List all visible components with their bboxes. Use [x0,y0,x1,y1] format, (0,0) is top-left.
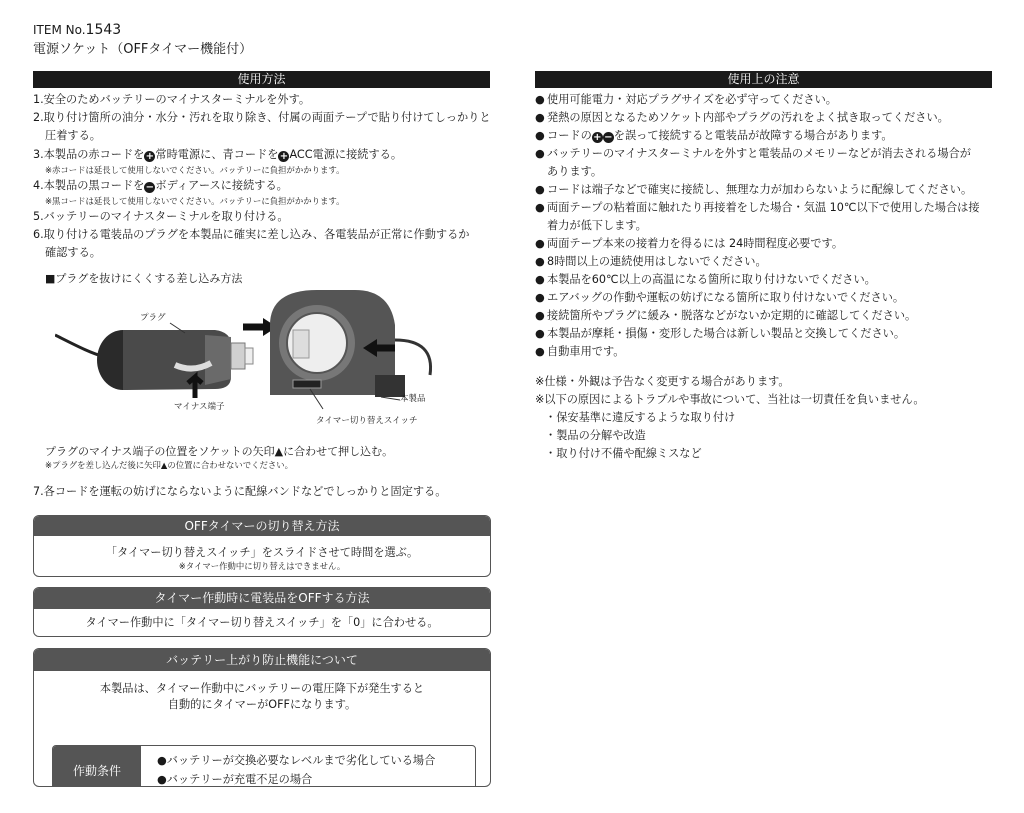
battery-text-line1: 本製品は、タイマー作動中にバッテリーの電圧降下が発生すると [99,682,425,695]
caution-item: ● 発熱の原因となるためソケット内部やプラグの汚れをよく拭き取ってください。 [535,109,1000,127]
battery-protection-box [33,648,491,787]
timer-switch-note: ※タイマー作動中に切り替えはできません。 [178,561,346,571]
condition-item: ●バッテリーが充電不足の場合 [157,773,313,786]
step-4: 4.本製品の黒コードを−ボディアースに接続する。 ※黒コードは延長して使用しないでください。バッテリーに負担がかかります。 [33,177,493,208]
usage-steps [33,91,493,262]
step-2: 2.取り付け箇所の油分・水分・汚れを取り除き、付属の両面テープで貼り付けてしっかりと 圧着する。 [33,111,491,142]
usage-heading: 使用方法 [33,71,490,88]
item-prefix: ITEM No. [33,23,86,37]
battery-text-line2: 自動的にタイマーがOFFになります。 [167,698,357,711]
caution-item: ● コードは端子などで確実に接続し、無理な力が加わらないように配線してください。 [535,181,1000,199]
caution-item: ● 両面テープの粘着面に触れたり再接着をした場合・気温 10℃以下で使用した場合は接 着力が低下します。 [535,199,1000,235]
caution-item: ● 8時間以上の連続使用はしないでください。 [535,253,1000,271]
step-5: 5.バッテリーのマイナスターミナルを取り付ける。 [33,210,289,223]
caution-item: ● エアバッグの作動や運転の妨げになる箇所に取り付けないでください。 [535,289,1000,307]
caution-item: ● 接続箇所やプラグに緩み・脱落などがないか定期的に確認してください。 [535,307,1000,325]
caution-item: ● 両面テープ本来の接着力を得るには 24時間程度必要です。 [535,235,1000,253]
step-3: 3.本製品の赤コードを+常時電源に、青コードを+ACC電源に接続する。 ※赤コードは延長して使用しないでください。バッテリーに負担がかかります。 [33,146,493,177]
step-1: 1.安全のためバッテリーのマイナスターミナルを外す。 [33,93,311,106]
condition-label: 作動条件 [53,746,141,787]
timer-switch-title: OFFタイマーの切り替え方法 [34,516,490,536]
plug-socket-illustration [55,285,455,430]
label-product: 本製品 [400,394,426,404]
timer-off-title: タイマー作動時に電装品をOFFする方法 [34,588,490,609]
cautions-heading: 使用上の注意 [535,71,992,88]
minus-icon: − [145,182,155,193]
caution-item: ● 自動車用です。 [535,343,1000,361]
timer-switch-text: 「タイマー切り替えスイッチ」をスライドさせて時間を選ぶ。 [105,546,419,559]
timer-off-box [33,587,491,637]
plus-icon: + [593,132,602,143]
cautions-list [535,91,1000,361]
cause-item: ・保安基準に違反するような取り付け [545,411,736,424]
liability-note: ※以下の原因によるトラブルや事故について、当社は一切責任を負いません。 [535,393,925,406]
label-switch: タイマー切り替えスイッチ [316,416,418,426]
timer-off-text: タイマー作動中に「タイマー切り替えスイッチ」を「0」に合わせる。 [85,616,439,629]
figure-caption: プラグのマイナス端子の位置をソケットの矢印▲に合わせて押し込む。 [45,445,394,458]
figure-caption-note: ※プラグを差し込んだ後に矢印▲の位置に合わせないでください。 [45,460,293,470]
item-number [33,22,121,38]
spec-note: ※仕様・外観は予告なく変更する場合があります。 [535,375,790,388]
figure-heading: ■プラグを抜けにくくする差し込み方法 [45,272,243,285]
caution-item: ● 本製品を60℃以上の高温になる箇所に取り付けないでください。 [535,271,1000,289]
item-number-value: 1543 [85,22,122,38]
minus-icon: − [604,132,613,143]
condition-table [52,745,476,787]
plus-icon: + [145,151,155,162]
cause-item: ・取り付け不備や配線ミスなど [545,447,702,460]
step-4-note: ※黒コードは延長して使用しないでください。バッテリーに負担がかかります。 [45,196,345,206]
label-minus-terminal: マイナス端子 [174,402,225,412]
step-3-note: ※赤コードは延長して使用しないでください。バッテリーに負担がかかります。 [45,165,345,175]
caution-item: ● 使用可能電力・対応プラグサイズを必ず守ってください。 [535,91,1000,109]
step-6: 6.取り付ける電装品のプラグを本製品に確実に差し込み、各電装品が正常に作動するか 確認する。 [33,228,470,259]
caution-item: ● バッテリーのマイナスターミナルを外すと電装品のメモリーなどが消去される場合が あります。 [535,145,1000,181]
product-title: 電源ソケット（OFFタイマー機能付） [33,42,253,57]
disclaimer-notes [535,373,925,463]
timer-switch-box [33,515,491,577]
caution-item: ● 本製品が摩耗・損傷・変形した場合は新しい製品と交換してください。 [535,325,1000,343]
battery-protection-title: バッテリー上がり防止機能について [34,649,490,671]
step-7: 7.各コードを運転の妨げにならないように配線バンドなどでしっかりと固定する。 [33,485,447,498]
caution-item: ● コードの+ −を誤って接続すると電装品が故障する場合があります。 [535,127,1000,145]
plus-icon: + [279,151,289,162]
cause-item: ・製品の分解や改造 [545,429,646,442]
label-plug: プラグ [140,313,166,323]
condition-item: ●バッテリーが交換必要なレベルまで劣化している場合 [157,754,436,767]
